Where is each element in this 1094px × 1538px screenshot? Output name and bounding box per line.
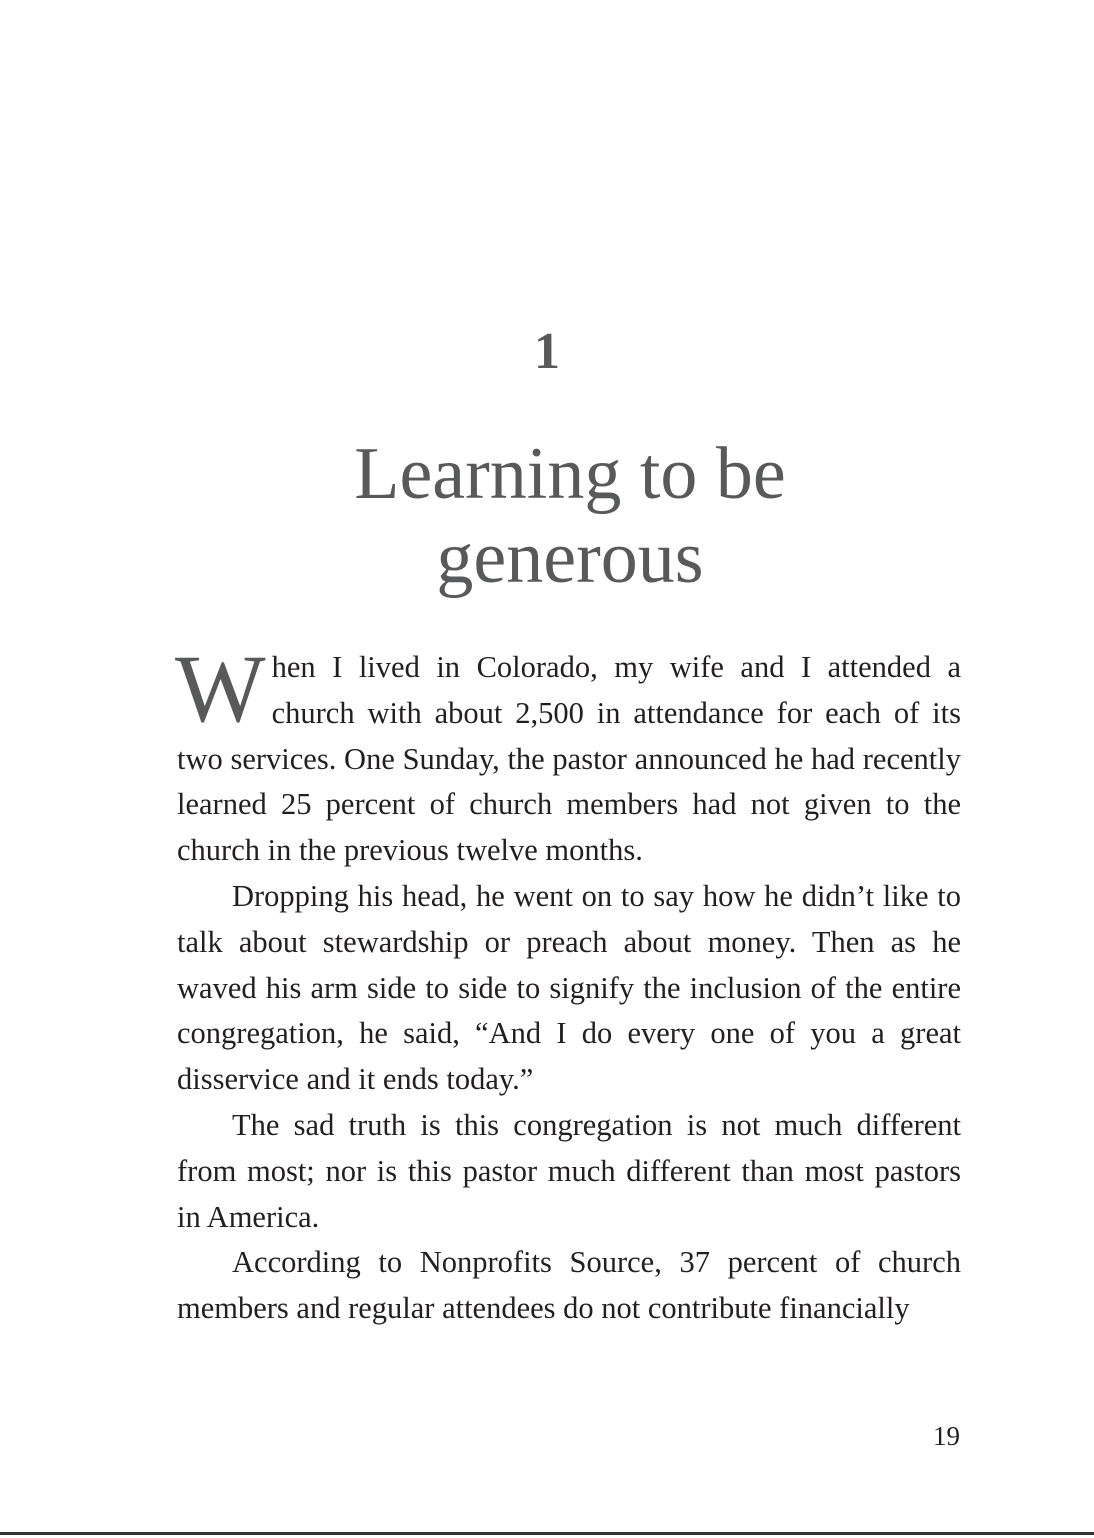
chapter-title: Learning to be generous xyxy=(354,433,786,599)
body-paragraph: The sad truth is this congregation is not much different from most; nor is this pastor much different than most pastors in America. xyxy=(177,1107,961,1234)
drop-cap: W xyxy=(175,635,266,742)
body-paragraph: Dropping his head, he went on to say how he didn’t like to talk about stewardship or preach about money. Then as he waved his arm side to side to signify the inclusion of the entire congregation, he said, “And I do every one of you a great disservice and it ends today.” xyxy=(177,878,961,1097)
body-paragraph: According to Nonprofits Source, 37 percent of church members and regular attendees do not contribute financially xyxy=(177,1245,961,1326)
paragraph-text: hen I lived in Colorado, my wife and I attended a church with about 2,500 in attendance for each of its two services. One Sunday, the pastor announced he had recently learned 25 percent of church members had not given to the church in the previous twelve months. xyxy=(177,650,961,868)
page-number: 19 xyxy=(933,1421,960,1451)
chapter-number: 1 xyxy=(534,323,560,380)
chapter-body xyxy=(175,635,961,1332)
body-paragraph xyxy=(175,635,961,874)
bottom-border xyxy=(0,1532,1094,1535)
